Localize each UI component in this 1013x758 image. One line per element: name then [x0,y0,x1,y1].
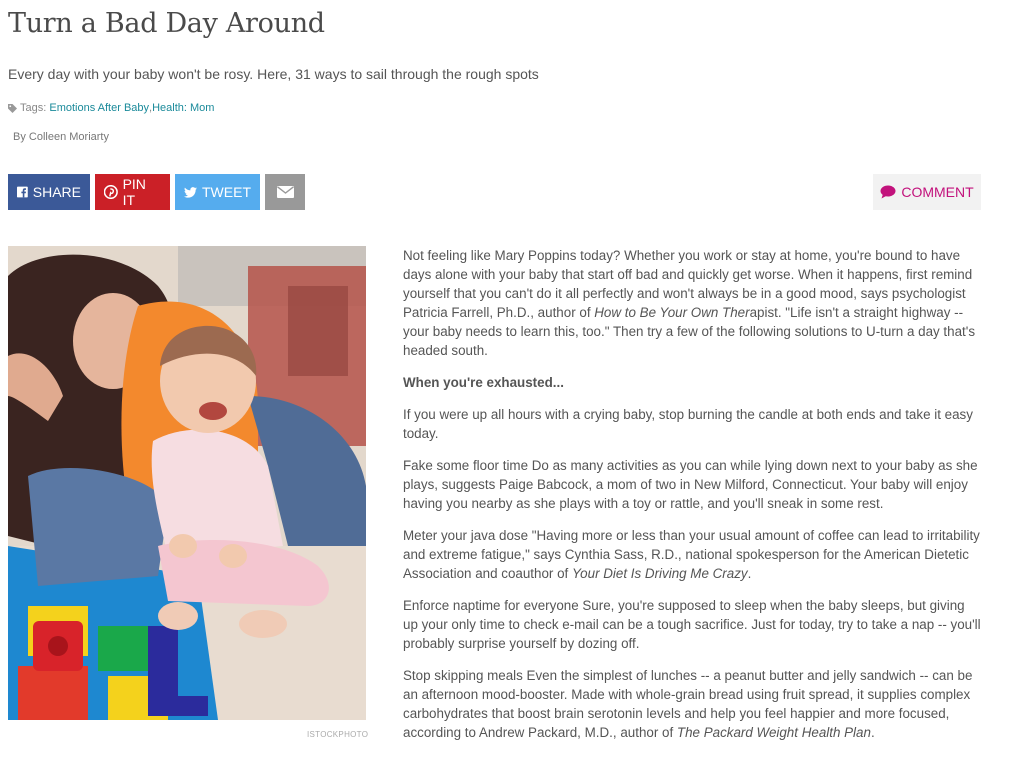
byline: By Colleen Moriarty [13,131,109,143]
page-title: Turn a Bad Day Around [8,8,325,39]
page-subtitle: Every day with your baby won't be rosy. Here, 31 ways to sail through the rough spots [8,66,539,82]
article-intro: Not feeling like Mary Poppins today? Whether you work or stay at home, you're bound to have days alone with your baby that start off bad and quickly get worse. When it happens, first remind yourself that you can't do it all perfectly and won't always be in a good mood, says psychologist Patricia Farrell, Ph.D., author of How to Be Your Own Therapist. "Life isn't a straight highway -- your baby needs to learn this, too." Then try a few of the following solutions to U-turn a day that's headed south. [403,248,976,358]
tag-link-emotions[interactable]: Emotions After Baby [49,102,150,114]
article-paragraph: If you were up all hours with a crying baby, stop burning the candle at both ends and take it easy today. [403,407,973,441]
article-paragraph: Enforce naptime for everyone Sure, you're supposed to sleep when the baby sleeps, but giving up your only time to check e-mail can be a tough sacrifice. Just for today, try to take a nap -- you'll probably surprise yourself by dozing off. [403,598,981,651]
pinterest-icon [104,185,118,199]
tag-separator: , [149,102,153,114]
tag-icon [8,104,17,113]
tag-link-health[interactable]: Health: Mom [152,102,215,114]
article-photo [8,246,366,720]
email-share-button[interactable] [265,174,305,210]
article-body [403,246,983,755]
facebook-share-button[interactable] [8,174,90,210]
tags-row [8,102,214,114]
comment-button[interactable] [873,174,981,210]
photo-credit: ISTOCKPHOTO [307,730,369,739]
twitter-bird-icon [184,186,197,199]
article-paragraph: Stop skipping meals Even the simplest of lunches -- a peanut butter and jelly sandwich -- can be an afternoon mood-booster. Made with whole-grain bread using fruit spread, it supplies complex carbohydrates that boost brain serotonin levels and help you feel happier and more focused, according to Andrew Packard, M.D., author of The Packard Weight Health Plan. [403,668,973,740]
article-paragraph: Meter your java dose "Having more or less than your usual amount of coffee can lead to irritability and extreme fatigue," says Cynthia Sass, R.D., national spokesperson for the American Dietetic Association and coauthor of Your Diet Is Driving Me Crazy. [403,528,980,581]
pinterest-button[interactable] [95,174,170,210]
facebook-icon [17,185,28,199]
book-title: The Packard Weight Health Plan [676,725,871,740]
pinterest-label: PIN IT [122,176,146,208]
comment-label: COMMENT [901,184,974,200]
twitter-tweet-label: TWEET [202,184,251,200]
article-paragraph: Fake some floor time Do as many activities as you can while lying down next to your baby as she plays, suggests Paige Babcock, a mom of two in New Milford, Connecticut. Your baby will enjoy having you nearby as she plays with a toy or rattle, and you'll sneak in some rest. [403,458,978,511]
twitter-tweet-button[interactable] [175,174,260,210]
book-title: How to Be Your Own Ther [594,305,750,320]
envelope-icon [277,186,294,198]
facebook-share-label: SHARE [32,184,81,200]
share-bar [8,174,305,210]
book-title: Your Diet Is Driving Me Crazy [571,566,748,581]
section-heading: When you're exhausted... [403,375,564,390]
tags-prefix: Tags: [20,102,47,114]
photo-icon [8,246,366,720]
speech-bubble-icon [880,185,896,199]
